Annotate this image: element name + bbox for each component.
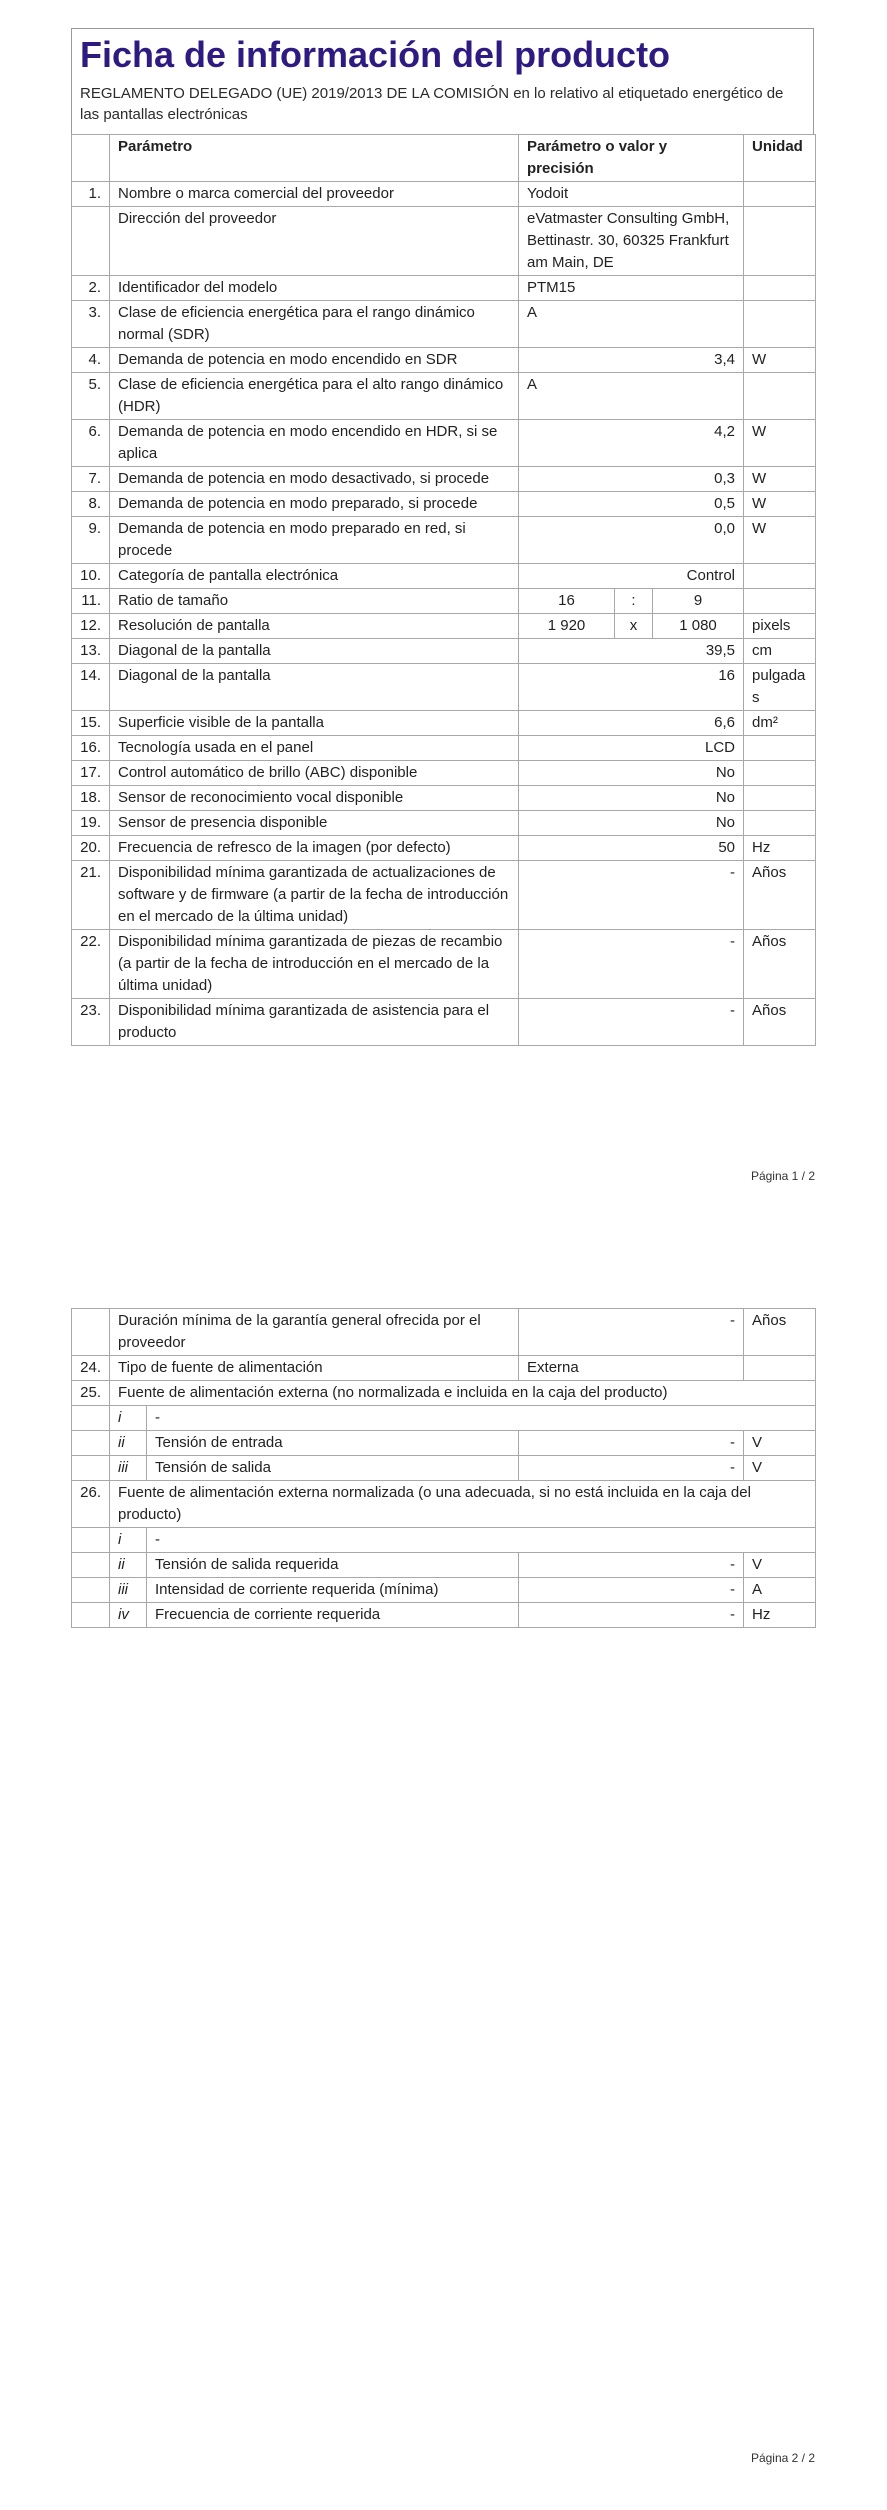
row-number: 22.: [72, 930, 110, 999]
row-value: PTM15: [519, 276, 744, 301]
ratio-separator: :: [615, 589, 653, 614]
sub-item-unit: V: [744, 1431, 816, 1456]
row-number: 14.: [72, 664, 110, 711]
sub-item-index: iv: [110, 1603, 147, 1628]
sub-item-unit: A: [744, 1578, 816, 1603]
row-label: Demanda de potencia en modo preparado en red, si procede: [110, 517, 519, 564]
row-unit: W: [744, 348, 816, 373]
row-label: Fuente de alimentación externa (no normalizada e incluida en la caja del producto): [110, 1381, 816, 1406]
row-label: Frecuencia de refresco de la imagen (por defecto): [110, 836, 519, 861]
row-label: Identificador del modelo: [110, 276, 519, 301]
row-label: Tipo de fuente de alimentación: [110, 1356, 519, 1381]
table-row: [72, 711, 816, 736]
row-value: Yodoit: [519, 182, 744, 207]
row-unit: Años: [744, 999, 816, 1046]
row-unit: pulgadas: [744, 664, 816, 711]
table-row: [72, 182, 816, 207]
sub-item-index: ii: [110, 1431, 147, 1456]
row-value: A: [519, 373, 744, 420]
sub-item-label: Tensión de salida requerida: [147, 1553, 519, 1578]
table-row: [72, 761, 816, 786]
table-row: [72, 1603, 816, 1628]
product-info-table-page-1: [71, 134, 816, 1046]
row-number: 20.: [72, 836, 110, 861]
row-unit: [744, 276, 816, 301]
row-value: eVatmaster Consulting GmbH, Bettinastr. 30, 60325 Frankfurt am Main, DE: [519, 207, 744, 276]
row-number: 21.: [72, 861, 110, 930]
row-number-blank: [72, 1603, 110, 1628]
row-unit: [744, 182, 816, 207]
row-number: 9.: [72, 517, 110, 564]
document-subtitle: REGLAMENTO DELEGADO (UE) 2019/2013 DE LA COMISIÓN en lo relativo al etiquetado energético de las pantallas electrónicas: [80, 85, 784, 123]
row-unit: [744, 564, 816, 589]
row-number: [72, 207, 110, 276]
row-number: 17.: [72, 761, 110, 786]
row-label: Sensor de reconocimiento vocal disponible: [110, 786, 519, 811]
table-row: [72, 736, 816, 761]
row-number: 24.: [72, 1356, 110, 1381]
table-row: [72, 492, 816, 517]
row-unit: [744, 811, 816, 836]
row-number: 12.: [72, 614, 110, 639]
row-number: 23.: [72, 999, 110, 1046]
row-value: LCD: [519, 736, 744, 761]
row-number: 19.: [72, 811, 110, 836]
row-number-blank: [72, 1406, 110, 1431]
table-row: [72, 999, 816, 1046]
row-value: 4,2: [519, 420, 744, 467]
row-label: Sensor de presencia disponible: [110, 811, 519, 836]
row-unit: cm: [744, 639, 816, 664]
table-row: [72, 276, 816, 301]
page-number: Página 1 / 2: [750, 1169, 815, 1183]
table-row: [72, 589, 816, 614]
ratio-width-value: 16: [519, 589, 615, 614]
row-number-blank: [72, 1456, 110, 1481]
table-row: [72, 664, 816, 711]
row-label: Control automático de brillo (ABC) disponible: [110, 761, 519, 786]
sub-item-label: Frecuencia de corriente requerida: [147, 1603, 519, 1628]
row-number: 25.: [72, 1381, 110, 1406]
table-row: [72, 1309, 816, 1356]
sub-item-value: -: [519, 1431, 744, 1456]
sub-item-index: ii: [110, 1553, 147, 1578]
row-number: 26.: [72, 1481, 110, 1528]
ratio-height-value: 9: [653, 589, 744, 614]
sub-item-label: -: [147, 1528, 816, 1553]
row-unit: W: [744, 492, 816, 517]
header-unit: Unidad: [744, 135, 816, 182]
product-info-table-page-2: [71, 1308, 816, 1628]
row-value: No: [519, 761, 744, 786]
table-row: [72, 1456, 816, 1481]
row-unit: Años: [744, 1309, 816, 1356]
row-unit: [744, 301, 816, 348]
sub-item-label: Intensidad de corriente requerida (mínima): [147, 1578, 519, 1603]
document-title: Ficha de información del producto: [80, 34, 671, 75]
row-value: -: [519, 1309, 744, 1356]
sub-item-index: i: [110, 1528, 147, 1553]
sub-item-value: -: [519, 1456, 744, 1481]
row-value: No: [519, 786, 744, 811]
document-header: [71, 28, 814, 135]
row-number: 10.: [72, 564, 110, 589]
row-unit: dm²: [744, 711, 816, 736]
row-value: -: [519, 861, 744, 930]
row-number-blank: [72, 1553, 110, 1578]
table-row: [72, 614, 816, 639]
row-unit: Hz: [744, 836, 816, 861]
row-label: Fuente de alimentación externa normalizada (o una adecuada, si no está incluida en la caja del producto): [110, 1481, 816, 1528]
page-2: [0, 1240, 887, 2510]
header-num-cell: [72, 135, 110, 182]
row-label: Clase de eficiencia energética para el alto rango dinámico (HDR): [110, 373, 519, 420]
row-unit: pixels: [744, 614, 816, 639]
row-number: 18.: [72, 786, 110, 811]
row-number-blank: [72, 1528, 110, 1553]
sub-item-label: Tensión de entrada: [147, 1431, 519, 1456]
row-unit: [744, 373, 816, 420]
row-number: 2.: [72, 276, 110, 301]
row-number: [72, 1309, 110, 1356]
row-label: Categoría de pantalla electrónica: [110, 564, 519, 589]
row-number: 5.: [72, 373, 110, 420]
table-row: [72, 836, 816, 861]
row-number: 1.: [72, 182, 110, 207]
row-label: Diagonal de la pantalla: [110, 639, 519, 664]
row-number-blank: [72, 1431, 110, 1456]
row-value: -: [519, 930, 744, 999]
table-header-row: [72, 135, 816, 182]
row-value: 0,5: [519, 492, 744, 517]
sub-item-unit: Hz: [744, 1603, 816, 1628]
table-row: [72, 517, 816, 564]
page-number: Página 2 / 2: [750, 2451, 815, 2465]
row-number: 16.: [72, 736, 110, 761]
row-value: 0,0: [519, 517, 744, 564]
row-unit: Años: [744, 861, 816, 930]
row-label: Clase de eficiencia energética para el rango dinámico normal (SDR): [110, 301, 519, 348]
table-row: [72, 1578, 816, 1603]
row-label: Resolución de pantalla: [110, 614, 519, 639]
row-number: 8.: [72, 492, 110, 517]
table-row: [72, 861, 816, 930]
row-unit: [744, 207, 816, 276]
sub-item-index: iii: [110, 1578, 147, 1603]
row-value: 6,6: [519, 711, 744, 736]
sub-item-unit: V: [744, 1553, 816, 1578]
row-value: 39,5: [519, 639, 744, 664]
row-unit: [744, 736, 816, 761]
row-label: Tecnología usada en el panel: [110, 736, 519, 761]
row-label: Dirección del proveedor: [110, 207, 519, 276]
row-label: Superficie visible de la pantalla: [110, 711, 519, 736]
resolution-width-value: 1 920: [519, 614, 615, 639]
row-value: Externa: [519, 1356, 744, 1381]
row-label: Diagonal de la pantalla: [110, 664, 519, 711]
sub-item-index: i: [110, 1406, 147, 1431]
row-label: Disponibilidad mínima garantizada de piezas de recambio (a partir de la fecha de introducción en el mercado de la última unidad): [110, 930, 519, 999]
sub-item-value: -: [519, 1578, 744, 1603]
table-row: [72, 811, 816, 836]
row-unit: W: [744, 467, 816, 492]
row-number: 6.: [72, 420, 110, 467]
row-label: Disponibilidad mínima garantizada de actualizaciones de software y de firmware (a partir de la fecha de introducción en el mercado de la última unidad): [110, 861, 519, 930]
table-row: [72, 639, 816, 664]
row-value: A: [519, 301, 744, 348]
row-unit: Años: [744, 930, 816, 999]
table-row: [72, 930, 816, 999]
row-label: Disponibilidad mínima garantizada de asistencia para el producto: [110, 999, 519, 1046]
header-parameter: Parámetro: [110, 135, 519, 182]
row-number-blank: [72, 1578, 110, 1603]
table-row: [72, 1431, 816, 1456]
table-row: [72, 1356, 816, 1381]
sub-item-unit: V: [744, 1456, 816, 1481]
row-unit: [744, 589, 816, 614]
row-unit: [744, 786, 816, 811]
table-row: [72, 1381, 816, 1406]
row-label: Demanda de potencia en modo encendido en SDR: [110, 348, 519, 373]
sub-item-label: -: [147, 1406, 816, 1431]
row-value: 50: [519, 836, 744, 861]
table-row: [72, 301, 816, 348]
row-unit: W: [744, 517, 816, 564]
row-label: Duración mínima de la garantía general ofrecida por el proveedor: [110, 1309, 519, 1356]
row-number: 11.: [72, 589, 110, 614]
table-row: [72, 1406, 816, 1431]
row-number: 7.: [72, 467, 110, 492]
sub-item-value: -: [519, 1603, 744, 1628]
row-value: 0,3: [519, 467, 744, 492]
table-row: [72, 467, 816, 492]
row-value: Control: [519, 564, 744, 589]
table-row: [72, 207, 816, 276]
row-unit: W: [744, 420, 816, 467]
resolution-separator: x: [615, 614, 653, 639]
row-value: -: [519, 999, 744, 1046]
row-label: Ratio de tamaño: [110, 589, 519, 614]
sub-item-index: iii: [110, 1456, 147, 1481]
page-1: [0, 0, 887, 1240]
row-number: 15.: [72, 711, 110, 736]
sub-item-label: Tensión de salida: [147, 1456, 519, 1481]
table-row: [72, 373, 816, 420]
table-row: [72, 348, 816, 373]
row-label: Nombre o marca comercial del proveedor: [110, 182, 519, 207]
resolution-height-value: 1 080: [653, 614, 744, 639]
row-number: 13.: [72, 639, 110, 664]
table-row: [72, 420, 816, 467]
table-row: [72, 786, 816, 811]
row-unit: [744, 761, 816, 786]
row-value: 16: [519, 664, 744, 711]
row-label: Demanda de potencia en modo preparado, si procede: [110, 492, 519, 517]
table-row: [72, 1553, 816, 1578]
row-label: Demanda de potencia en modo encendido en HDR, si se aplica: [110, 420, 519, 467]
row-value: No: [519, 811, 744, 836]
row-label: Demanda de potencia en modo desactivado, si procede: [110, 467, 519, 492]
row-value: 3,4: [519, 348, 744, 373]
row-number: 3.: [72, 301, 110, 348]
table-row: [72, 1481, 816, 1528]
table-row: [72, 1528, 816, 1553]
header-value: Parámetro o valor y precisión: [519, 135, 744, 182]
sub-item-value: -: [519, 1553, 744, 1578]
row-unit: [744, 1356, 816, 1381]
row-number: 4.: [72, 348, 110, 373]
table-row: [72, 564, 816, 589]
